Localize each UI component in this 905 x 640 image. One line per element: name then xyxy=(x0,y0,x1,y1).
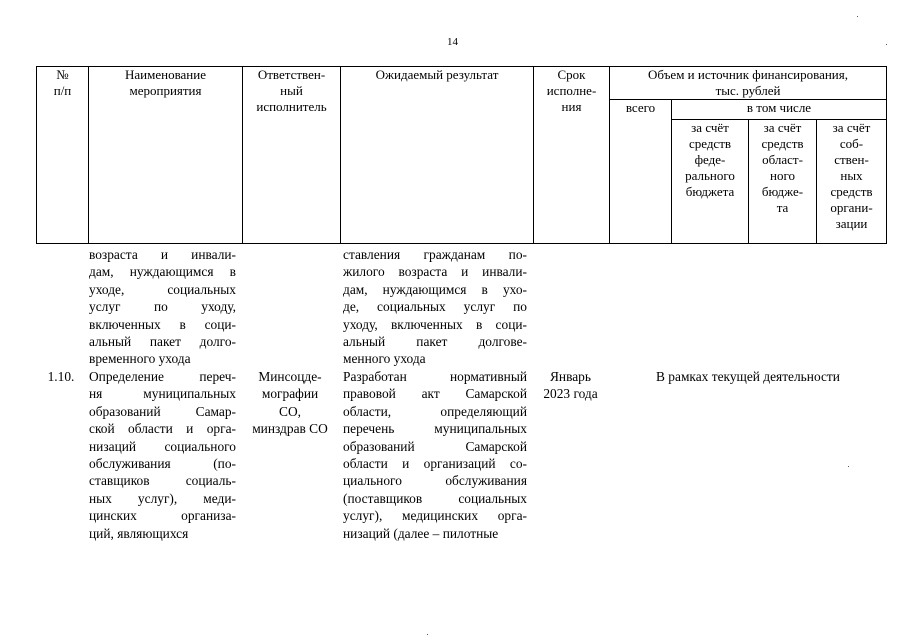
text-line: правовой акт Самарской xyxy=(343,386,527,402)
text-line: дам, нуждающимся в ухо- xyxy=(343,281,527,297)
text-line: Минсоцде- xyxy=(258,369,322,384)
text-line: менного ухода xyxy=(343,351,426,367)
text-line: временного ухода xyxy=(89,351,191,367)
header-num xyxy=(37,67,89,244)
header-line: зации xyxy=(835,216,868,231)
header-line: Наименование xyxy=(125,67,206,82)
text-line: образований Самар- xyxy=(89,403,236,419)
text-line: образований Самарской xyxy=(343,438,527,454)
header-line: ствен- xyxy=(834,152,869,167)
header-line: ный xyxy=(280,83,303,98)
header-federal xyxy=(672,120,749,244)
text-line: Январь xyxy=(550,369,591,384)
text-line: низаций социального xyxy=(89,438,236,454)
header-line: Ответствен- xyxy=(257,67,326,82)
row-1-10-responsible xyxy=(244,368,336,438)
header-line: Объем и источник финансирования, xyxy=(648,67,848,82)
header-line: та xyxy=(776,200,789,215)
header-line: ного xyxy=(770,168,795,183)
text-line: минздрав СО xyxy=(252,421,328,437)
header-line: рального xyxy=(685,168,735,183)
header-result: Ожидаемый результат xyxy=(341,67,534,244)
header-line: за счёт xyxy=(763,120,802,135)
header-line: ния xyxy=(561,99,582,114)
text-line: Определение переч- xyxy=(89,369,236,384)
scan-speck xyxy=(886,44,887,45)
header-line: за счёт xyxy=(691,120,729,135)
text-line: мографии xyxy=(261,386,319,402)
text-line: области, определяющий xyxy=(343,403,527,419)
header-line: мероприятия xyxy=(129,83,202,98)
text-line: уходу, включенных в соци- xyxy=(343,316,527,332)
text-line: возраста и инвали- xyxy=(89,247,236,262)
text-line: области и организаций со- xyxy=(343,455,527,471)
scan-speck xyxy=(857,16,858,17)
header-term xyxy=(534,67,610,244)
text-line: альный пакет долго- xyxy=(89,333,236,349)
row-1-10-financing: В рамках текущей деятельности xyxy=(656,369,840,384)
header-line: за счёт xyxy=(832,120,871,135)
scan-speck xyxy=(848,466,849,467)
header-line: органи- xyxy=(830,200,873,215)
text-line: услуг по уходу, xyxy=(89,299,236,315)
text-line: альный пакет долгове- xyxy=(343,333,527,349)
header-line: исполне- xyxy=(546,83,597,98)
row-1-10-result xyxy=(343,368,527,542)
header-line: средств xyxy=(688,136,732,151)
text-line: ской области и орга- xyxy=(89,421,236,437)
header-line: средств xyxy=(761,136,804,151)
header-line: соб- xyxy=(839,136,864,151)
text-line: циального обслуживания xyxy=(343,473,527,489)
text-line: дам, нуждающимся в xyxy=(89,264,236,280)
header-name xyxy=(89,67,243,244)
text-line: 2023 года xyxy=(543,386,598,402)
text-line: ставления гражданам по- xyxy=(343,247,527,262)
header-line: тыс. рублей xyxy=(715,83,781,98)
header-line: феде- xyxy=(694,152,726,167)
text-line: ций, являющихся xyxy=(89,525,189,541)
row-1-10-term xyxy=(534,368,607,403)
text-line: Разработан нормативный xyxy=(343,369,527,384)
text-line: ня муниципальных xyxy=(89,386,236,402)
header-line: ных xyxy=(840,168,863,183)
header-regional xyxy=(749,120,817,244)
row-continuation-name xyxy=(89,246,236,368)
row-continuation-result xyxy=(343,246,527,368)
header-line: № xyxy=(56,67,69,82)
header-line: Срок xyxy=(557,67,586,82)
text-line: низаций (далее – пилотные xyxy=(343,525,499,541)
header-line: област- xyxy=(762,152,803,167)
header-line: средств xyxy=(830,184,873,199)
page-number: 14 xyxy=(447,36,458,48)
text-line: (поставщиков социальных xyxy=(343,490,527,506)
header-including: в том числе xyxy=(672,100,887,120)
header-line: бюдже- xyxy=(761,184,804,199)
table-header xyxy=(36,66,887,244)
header-own xyxy=(817,120,887,244)
text-line: обслуживания (по- xyxy=(89,455,236,471)
text-line: СО, xyxy=(279,403,301,419)
row-1-10-number: 1.10. xyxy=(47,369,75,384)
scan-speck xyxy=(427,634,428,635)
text-line: де, социальных услуг по xyxy=(343,299,527,315)
header-responsible xyxy=(243,67,341,244)
text-line: перечень муниципальных xyxy=(343,421,527,437)
header-line: исполнитель xyxy=(256,99,327,114)
header-total: всего xyxy=(610,100,672,244)
text-line: цинских организа- xyxy=(89,508,236,524)
text-line: услуг), медицинских орга- xyxy=(343,508,527,524)
text-line: уходе, социальных xyxy=(89,281,236,297)
text-line: ставщиков социаль- xyxy=(89,473,236,489)
text-line: жилого возраста и инвали- xyxy=(343,264,527,280)
header-line: бюджета xyxy=(685,184,735,199)
text-line: включенных в соци- xyxy=(89,316,236,332)
header-financing xyxy=(610,67,887,100)
text-line: ных услуг), меди- xyxy=(89,490,236,506)
row-1-10-name xyxy=(89,368,236,542)
header-line: п/п xyxy=(53,83,72,98)
